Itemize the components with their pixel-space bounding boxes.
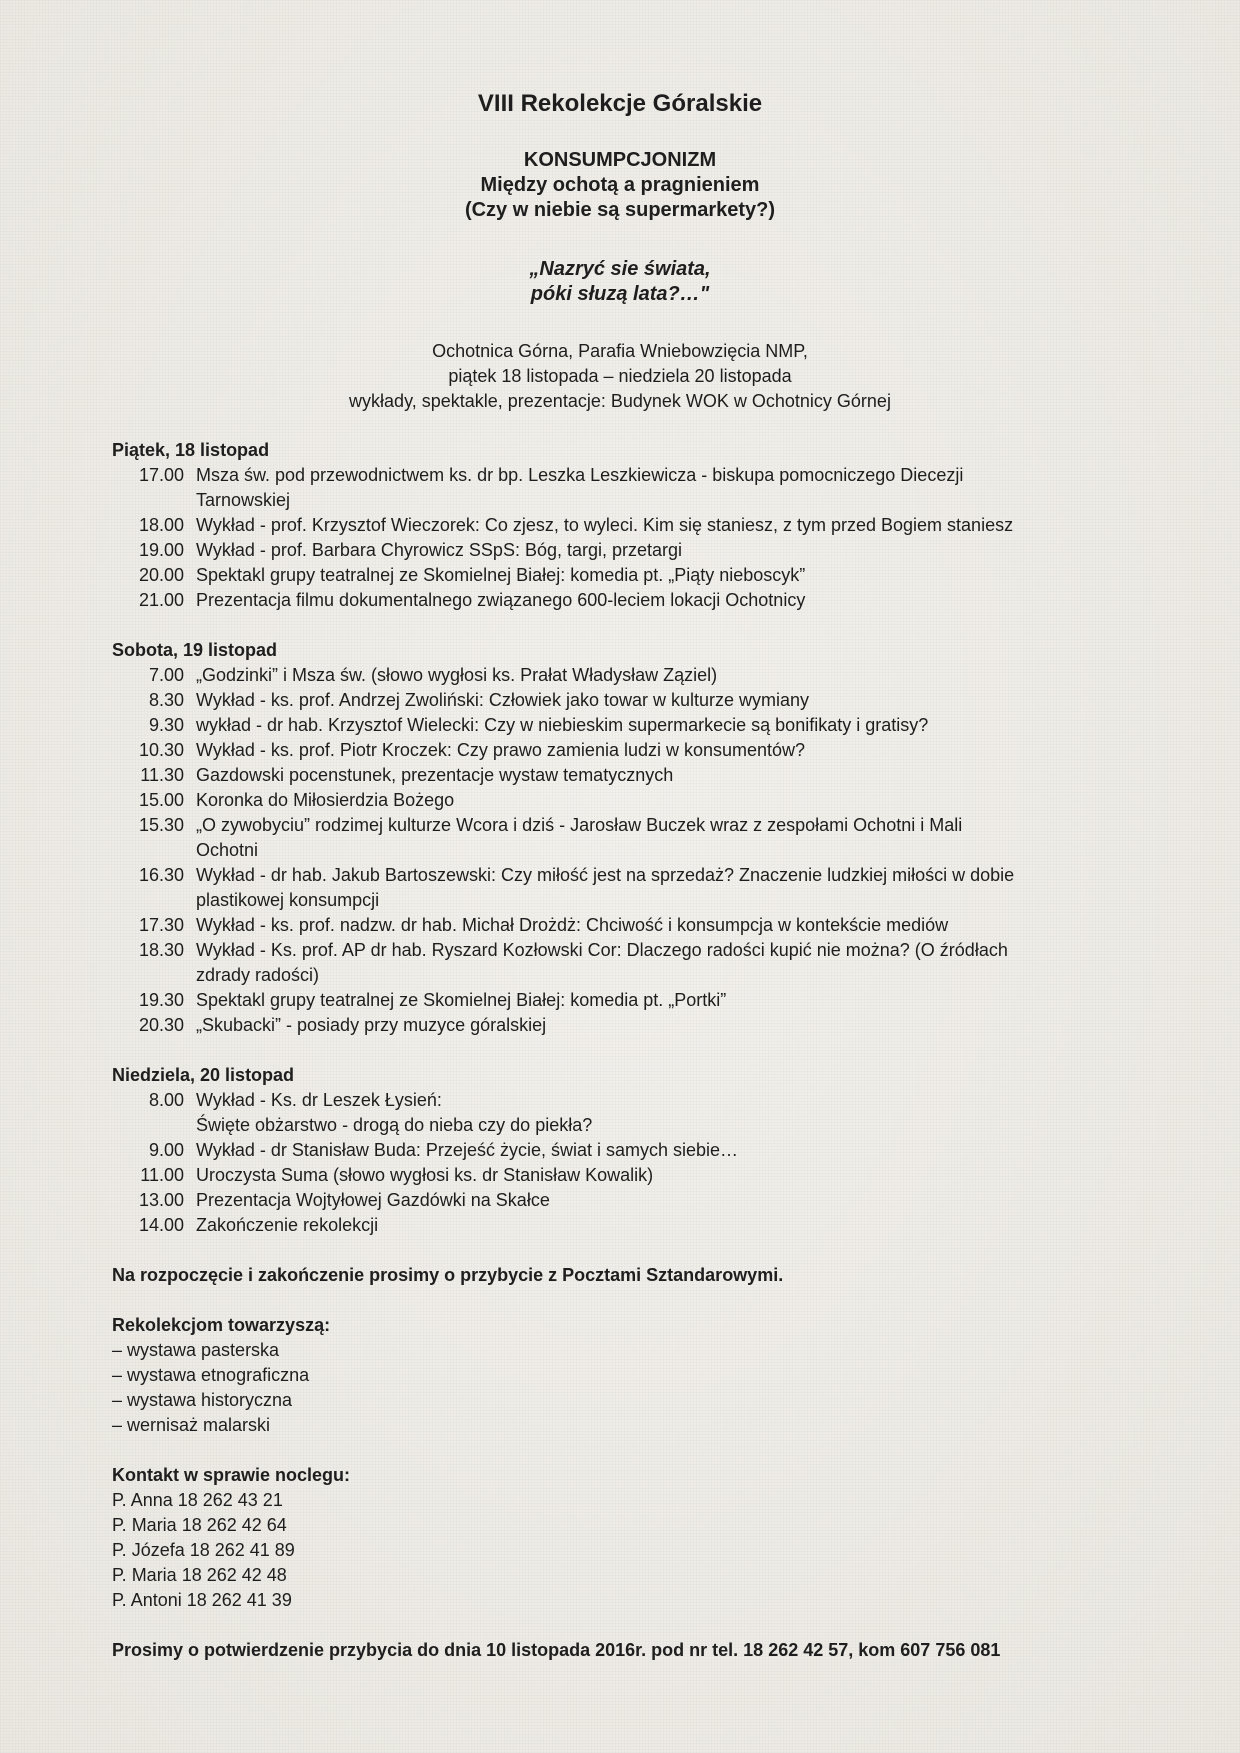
- event-description: [196, 938, 1132, 988]
- event-description-line: Wykład - prof. Barbara Chyrowicz SSpS: Bóg, targi, przetargi: [196, 540, 683, 560]
- event-description: [196, 913, 1132, 938]
- contact-section: [112, 1463, 1132, 1613]
- schedule-row: [112, 938, 1132, 988]
- event-time: 19.30: [138, 990, 184, 1010]
- schedule-row: [112, 463, 1132, 513]
- event-description-line: Święte obżarstwo - drogą do nieba czy do piekła?: [196, 1115, 593, 1135]
- event-description-line: Ochotni: [196, 840, 259, 860]
- event-description-line: Wykład - dr Stanisław Buda: Przejeść życie, świat i samych siebie…: [196, 1140, 739, 1160]
- event-description-line: Wykład - Ks. dr Leszek Łysień:: [196, 1090, 442, 1110]
- event-time: 8.30: [148, 690, 184, 710]
- list-item: – wystawa etnograficzna: [112, 1365, 310, 1385]
- schedule-row: [112, 563, 1132, 588]
- schedule-row: [112, 1088, 1132, 1138]
- schedule-row: [112, 863, 1132, 913]
- schedule: [112, 438, 1132, 1238]
- event-description: [196, 588, 1132, 613]
- contact-title: Kontakt w sprawie noclegu:: [112, 1465, 351, 1485]
- schedule-row: [112, 1138, 1132, 1163]
- subtitle-line: Między ochotą a pragnieniem: [480, 174, 760, 196]
- event-description-line: wykład - dr hab. Krzysztof Wielecki: Czy w niebieskim supermarkecie są bonifikaty i gratisy?: [196, 715, 929, 735]
- subtitle-line: (Czy w niebie są supermarkety?): [464, 199, 776, 221]
- event-time: 8.00: [148, 1090, 184, 1110]
- event-description: [196, 463, 1132, 513]
- event-description-line: Gazdowski pocenstunek, prezentacje wystaw tematycznych: [196, 765, 674, 785]
- place-line: wykłady, spektakle, prezentacje: Budynek WOK w Ochotnicy Górnej: [349, 391, 891, 411]
- event-time: 7.00: [148, 665, 184, 685]
- quote-line: „Nazryć sie świata,: [529, 258, 711, 280]
- document-title: VIII Rekolekcje Góralskie: [477, 90, 763, 117]
- schedule-row: [112, 663, 1132, 688]
- event-time: 10.30: [138, 740, 184, 760]
- contact-item: P. Maria 18 262 42 64: [112, 1515, 287, 1535]
- event-description-line: Koronka do Miłosierdzia Bożego: [196, 790, 455, 810]
- schedule-row: [112, 538, 1132, 563]
- event-description: [196, 738, 1132, 763]
- subtitle-line: KONSUMPCJONIZM: [523, 149, 717, 171]
- day-section: [112, 438, 1132, 613]
- event-time: 18.00: [138, 515, 184, 535]
- schedule-row: [112, 988, 1132, 1013]
- accompanying-title: Rekolekcjom towarzyszą:: [112, 1315, 331, 1335]
- event-description-line: Msza św. pod przewodnictwem ks. dr bp. Leszka Leszkiewicza - biskupa pomocniczego Diecezji: [196, 465, 964, 485]
- event-description: [196, 1138, 1132, 1163]
- schedule-row: [112, 738, 1132, 763]
- event-time: 13.00: [138, 1190, 184, 1210]
- event-time: 16.30: [138, 865, 184, 885]
- contact-item: P. Józefa 18 262 41 89: [112, 1540, 295, 1560]
- event-description-line: „Godzinki” i Msza św. (słowo wygłosi ks. Prałat Władysław Ząziel): [196, 665, 718, 685]
- event-description-line: zdrady radości): [196, 965, 320, 985]
- schedule-row: [112, 688, 1132, 713]
- event-description: [196, 1013, 1132, 1038]
- schedule-row: [112, 1188, 1132, 1213]
- event-description-line: Zakończenie rekolekcji: [196, 1215, 379, 1235]
- contact-item: P. Anna 18 262 43 21: [112, 1490, 283, 1510]
- schedule-row: [112, 813, 1132, 863]
- event-time: 17.30: [138, 915, 184, 935]
- event-time: 20.30: [138, 1015, 184, 1035]
- schedule-row: [112, 513, 1132, 538]
- place-line: Ochotnica Górna, Parafia Wniebowzięcia NMP,: [432, 341, 808, 361]
- motto-quote: [0, 257, 1240, 307]
- event-description-line: Wykład - Ks. prof. AP dr hab. Ryszard Kozłowski Cor: Dlaczego radości kupić nie można? (O źródłach: [196, 940, 1008, 960]
- event-description-line: „Skubacki” - posiady przy muzyce góralskiej: [196, 1015, 547, 1035]
- schedule-row: [112, 588, 1132, 613]
- event-description-line: „O zywobyciu” rodzimej kulturze Wcora i dziś - Jarosław Buczek wraz z zespołami Ochotni i Mali: [196, 815, 963, 835]
- event-time: 15.30: [138, 815, 184, 835]
- event-description: [196, 663, 1132, 688]
- contact-item: P. Maria 18 262 42 48: [112, 1565, 287, 1585]
- schedule-row: [112, 1213, 1132, 1238]
- event-description: [196, 863, 1132, 913]
- event-time: 9.30: [148, 715, 184, 735]
- day-section: [112, 1063, 1132, 1238]
- day-title: Sobota, 19 listopad: [112, 640, 278, 660]
- event-description-line: Wykład - prof. Krzysztof Wieczorek: Co zjesz, to wyleci. Kim się staniesz, z tym przed Bogiem staniesz: [196, 515, 1014, 535]
- schedule-row: [112, 1163, 1132, 1188]
- event-description-line: Prezentacja filmu dokumentalnego związanego 600-leciem lokacji Ochotnicy: [196, 590, 806, 610]
- list-item: – wystawa historyczna: [112, 1390, 293, 1410]
- event-time: 14.00: [138, 1215, 184, 1235]
- event-description: [196, 813, 1132, 863]
- event-time: 19.00: [138, 540, 184, 560]
- event-description-line: plastikowej konsumpcji: [196, 890, 380, 910]
- event-description-line: Spektakl grupy teatralnej ze Skomielnej Białej: komedia pt. „Piąty nieboscyk”: [196, 565, 806, 585]
- event-description: [196, 1163, 1132, 1188]
- day-title: Piątek, 18 listopad: [112, 440, 270, 460]
- program-content: [112, 438, 1132, 1688]
- event-description: [196, 713, 1132, 738]
- subtitle-block: [0, 148, 1240, 223]
- event-description-line: Wykład - ks. prof. nadzw. dr hab. Michał Drożdż: Chciwość i konsumpcja w kontekście mediów: [196, 915, 949, 935]
- notice-text: Na rozpoczęcie i zakończenie prosimy o przybycie z Pocztami Sztandarowymi.: [112, 1265, 784, 1285]
- place-info: [0, 339, 1240, 414]
- event-description: [196, 788, 1132, 813]
- event-description-line: Tarnowskiej: [196, 490, 291, 510]
- accompanying-section: [112, 1313, 1132, 1438]
- schedule-row: [112, 1013, 1132, 1038]
- schedule-row: [112, 913, 1132, 938]
- place-line: piątek 18 listopada – niedziela 20 listopada: [448, 366, 792, 386]
- event-time: 21.00: [138, 590, 184, 610]
- event-description-line: Spektakl grupy teatralnej ze Skomielnej Białej: komedia pt. „Portki”: [196, 990, 727, 1010]
- event-time: 20.00: [138, 565, 184, 585]
- event-description: [196, 1213, 1132, 1238]
- list-item: – wernisaż malarski: [112, 1415, 271, 1435]
- event-description-line: Prezentacja Wojtyłowej Gazdówki na Skałce: [196, 1190, 550, 1210]
- day-section: [112, 638, 1132, 1038]
- event-description-line: Wykład - ks. prof. Andrzej Zwoliński: Człowiek jako towar w kulturze wymiany: [196, 690, 810, 710]
- contact-item: P. Antoni 18 262 41 39: [112, 1590, 292, 1610]
- notice-section: [112, 1263, 1132, 1288]
- day-title: Niedziela, 20 listopad: [112, 1065, 295, 1085]
- event-description-line: Uroczysta Suma (słowo wygłosi ks. dr Stanisław Kowalik): [196, 1165, 654, 1185]
- event-description: [196, 688, 1132, 713]
- confirmation-text: Prosimy o potwierdzenie przybycia do dnia 10 listopada 2016r. pod nr tel. 18 262 42 57, kom 607 756 081: [112, 1640, 1001, 1660]
- event-description: [196, 988, 1132, 1013]
- event-time: 9.00: [148, 1140, 184, 1160]
- confirmation-section: [112, 1638, 1132, 1663]
- schedule-row: [112, 763, 1132, 788]
- event-description: [196, 563, 1132, 588]
- schedule-row: [112, 788, 1132, 813]
- event-description: [196, 513, 1132, 538]
- event-description-line: Wykład - dr hab. Jakub Bartoszewski: Czy miłość jest na sprzedaż? Znaczenie ludzkiej miłości w dobie: [196, 865, 1015, 885]
- quote-line: póki słuzą lata?…": [530, 283, 710, 305]
- event-description: [196, 1088, 1132, 1138]
- event-description-line: Wykład - ks. prof. Piotr Kroczek: Czy prawo zamienia ludzi w konsumentów?: [196, 740, 806, 760]
- list-item: – wystawa pasterska: [112, 1340, 280, 1360]
- event-time: 18.30: [138, 940, 184, 960]
- event-description: [196, 1188, 1132, 1213]
- event-time: 11.30: [140, 765, 184, 785]
- event-time: 15.00: [138, 790, 184, 810]
- event-time: 17.00: [138, 465, 184, 485]
- schedule-row: [112, 713, 1132, 738]
- event-time: 11.00: [140, 1165, 184, 1185]
- event-description: [196, 538, 1132, 563]
- event-description: [196, 763, 1132, 788]
